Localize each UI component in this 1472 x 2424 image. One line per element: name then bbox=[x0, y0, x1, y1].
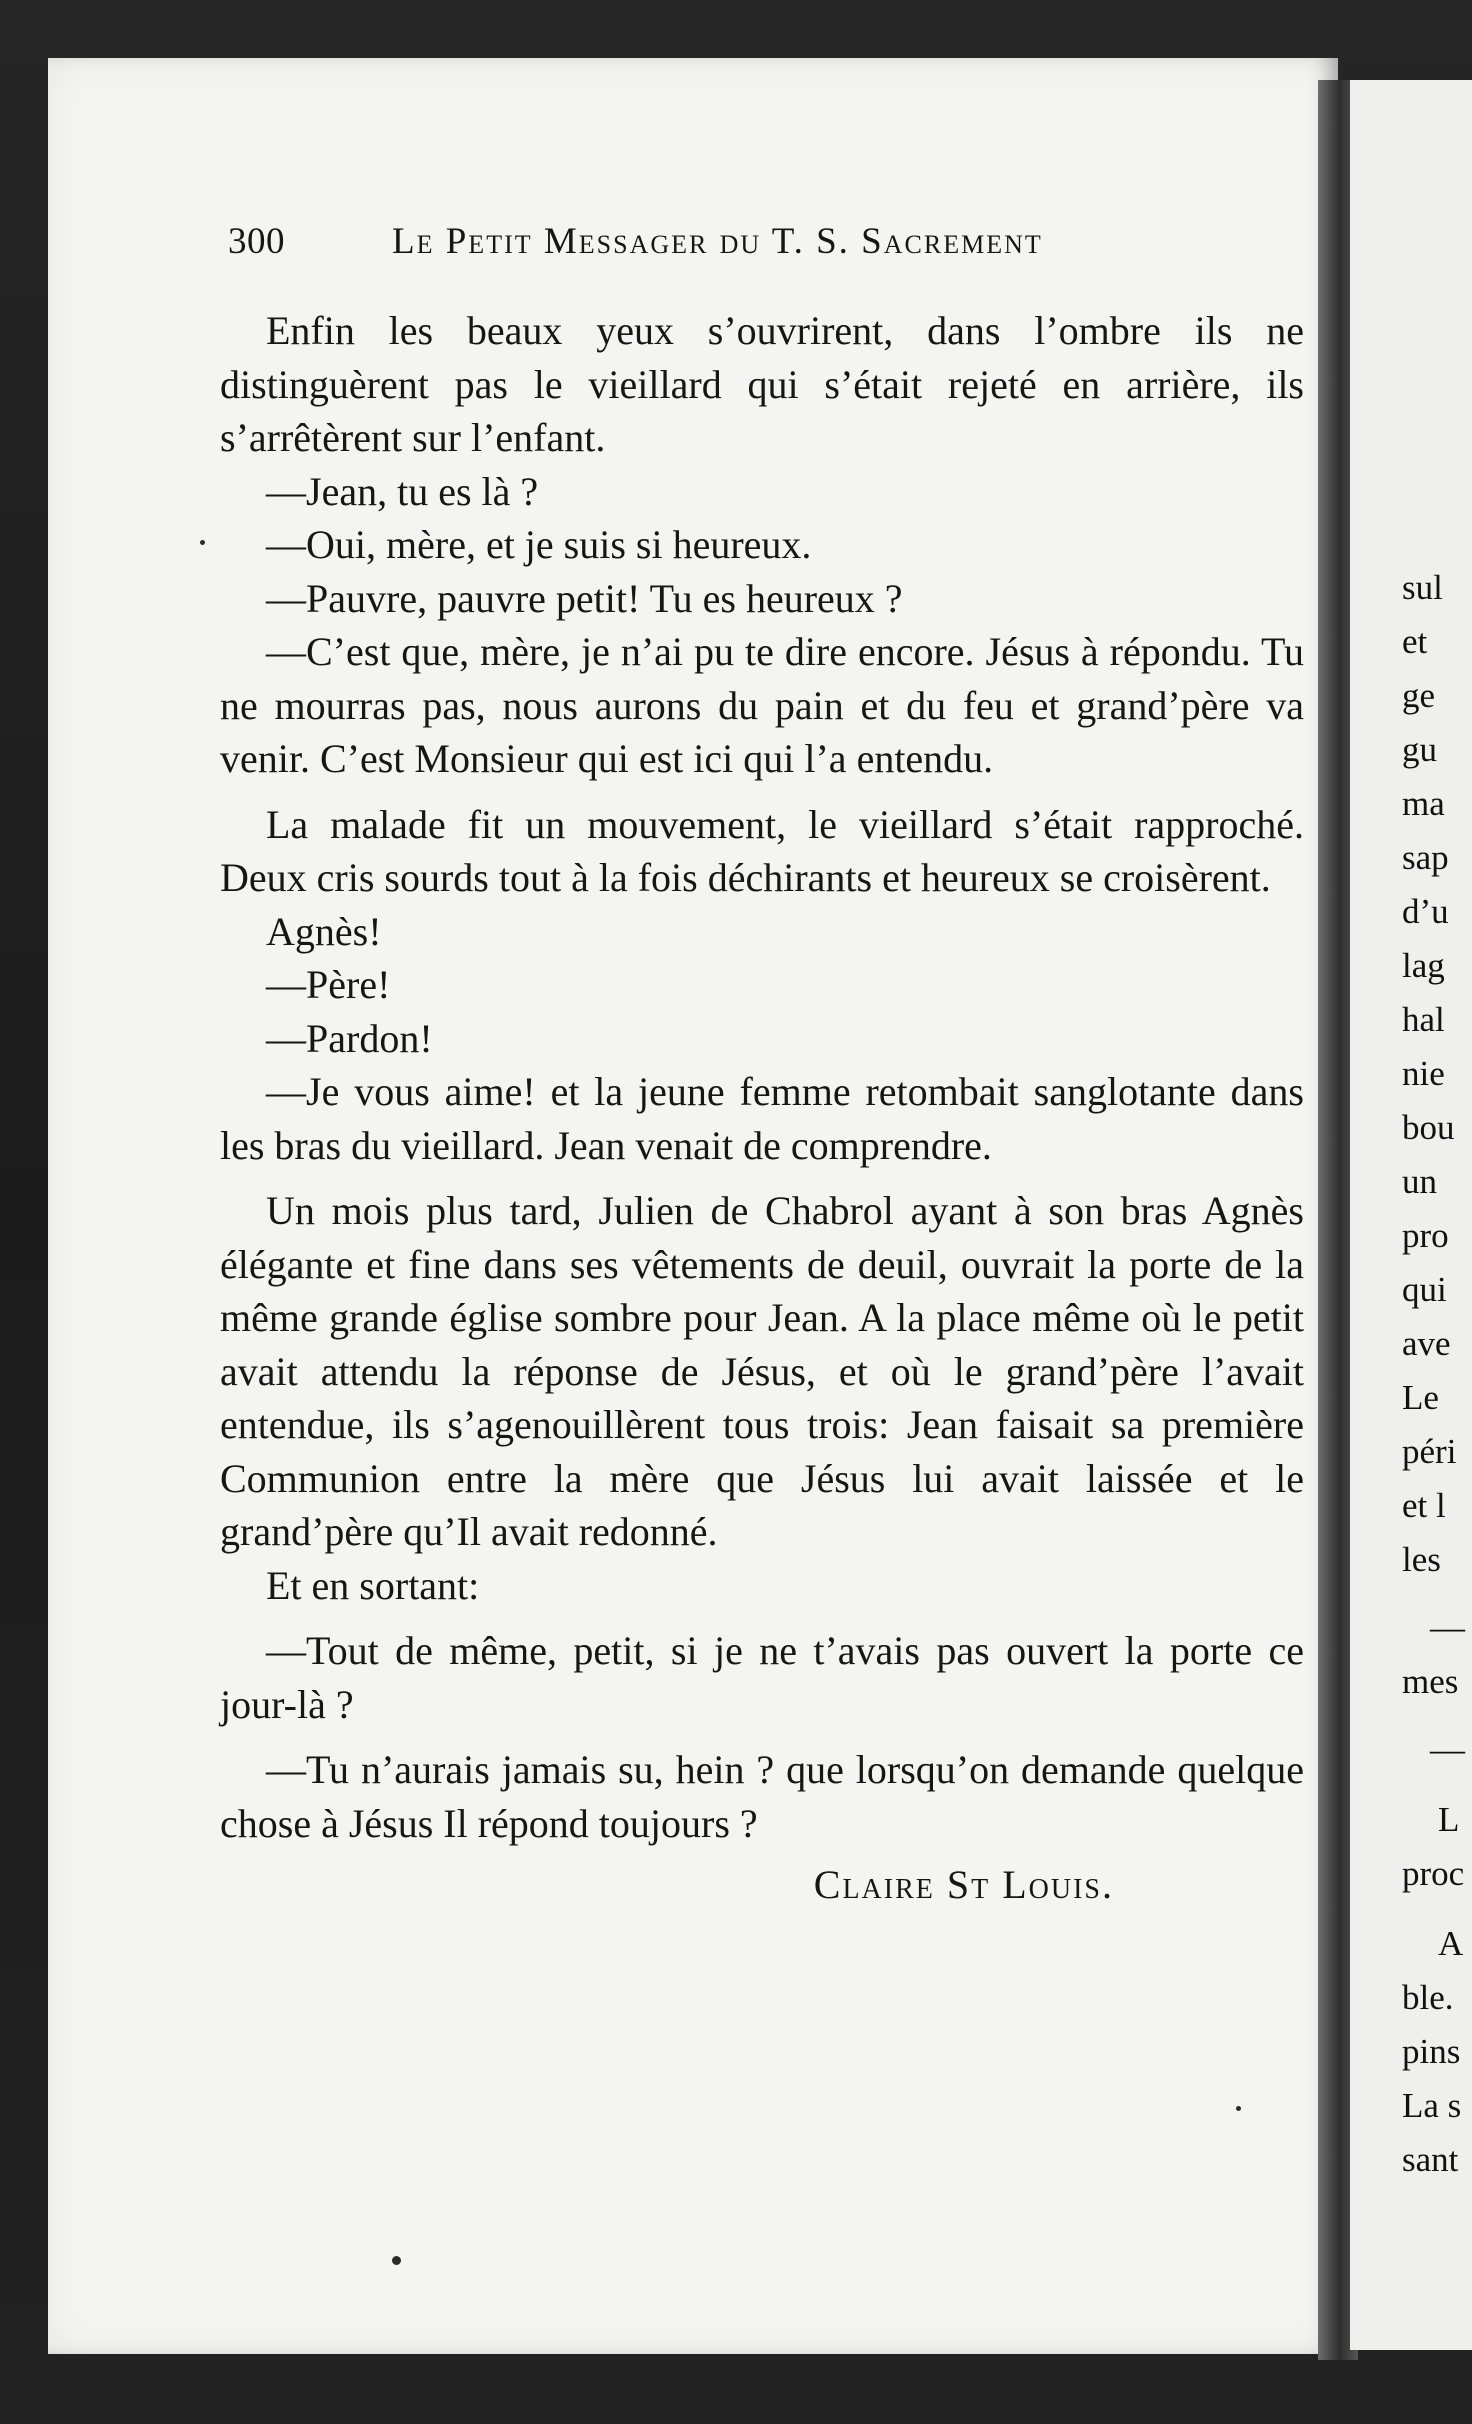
facing-fragment: d’u bbox=[1402, 892, 1449, 931]
facing-fragment: un bbox=[1402, 1162, 1437, 1201]
paragraph: —Je vous aime! et la jeune femme retombait sanglotante dans les bras du vieillard. Jean venait de comprendre. bbox=[220, 1069, 1304, 1168]
paragraph: —Père! bbox=[266, 962, 391, 1007]
facing-fragment: sul bbox=[1402, 568, 1443, 607]
author-signature: Claire St Louis. bbox=[813, 1862, 1114, 1907]
facing-fragment: ave bbox=[1402, 1324, 1451, 1363]
paragraph: —Oui, mère, et je suis si heureux. bbox=[266, 522, 812, 567]
facing-fragment: Le bbox=[1402, 1378, 1439, 1417]
facing-fragment: les bbox=[1402, 1540, 1441, 1579]
facing-fragment: ble. bbox=[1402, 1978, 1454, 2017]
facing-fragment: lag bbox=[1402, 946, 1445, 985]
facing-fragment: pins bbox=[1402, 2032, 1461, 2071]
facing-fragment: et bbox=[1402, 622, 1428, 661]
facing-fragment: péri bbox=[1402, 1432, 1457, 1471]
paragraph: —Tout de même, petit, si je ne t’avais pas ouvert la porte ce jour-là ? bbox=[220, 1628, 1304, 1727]
article-body bbox=[220, 304, 1304, 1912]
scan-speck bbox=[1236, 2106, 1241, 2111]
paragraph: —C’est que, mère, je n’ai pu te dire encore. Jésus à répondu. Tu ne mourras pas, nous aurons du pain et du feu et grand’père va venir. C’est Monsieur qui est ici qui l’a entendu. bbox=[220, 629, 1304, 781]
paragraph: Enfin les beaux yeux s’ouvrirent, dans l’ombre ils ne distinguèrent pas le vieillard qui s’était rejeté en arrière, ils s’arrêtèrent sur l’enfant. bbox=[220, 308, 1304, 460]
paragraph: Un mois plus tard, Julien de Chabrol ayant à son bras Agnès élégante et fine dans ses vêtements de deuil, ouvrait la porte de la même grande église sombre pour Jean. A la place même où le petit avait attendu la réponse de Jésus, et où le grand’père l’avait entendue, ils s’agenouillèrent tous trois: Jean faisait sa première Communion entre la mère que Jésus lui avait laissée et le grand’père qu’Il avait redonné. bbox=[220, 1188, 1304, 1554]
facing-fragment: — bbox=[1430, 1730, 1465, 1769]
paragraph: —Tu n’aurais jamais su, hein ? que lorsqu’on demande quelque chose à Jésus Il répond toujours ? bbox=[220, 1747, 1304, 1846]
facing-fragment: sap bbox=[1402, 838, 1449, 877]
facing-fragment: pro bbox=[1402, 1216, 1449, 1255]
page-number: 300 bbox=[228, 221, 285, 262]
scan-speck bbox=[200, 540, 205, 545]
facing-fragment: L bbox=[1438, 1800, 1460, 1839]
running-header bbox=[228, 220, 1308, 270]
facing-fragment: mes bbox=[1402, 1662, 1459, 1701]
paragraph: Et en sortant: bbox=[266, 1562, 480, 1608]
facing-fragment: sant bbox=[1402, 2140, 1459, 2179]
facing-fragment: ma bbox=[1402, 784, 1445, 823]
paragraph: —Pardon! bbox=[266, 1015, 433, 1061]
facing-fragment: proc bbox=[1402, 1854, 1465, 1893]
facing-fragment: bou bbox=[1402, 1108, 1455, 1147]
facing-fragment: La s bbox=[1402, 2086, 1462, 2125]
paragraph: —Pauvre, pauvre petit! Tu es heureux ? bbox=[266, 575, 903, 621]
facing-fragment: et l bbox=[1402, 1486, 1446, 1525]
paragraph: La malade fit un mouvement, le vieillard s’était rapproché. Deux cris sourds tout à la fois déchirants et heureux se croisèrent. bbox=[220, 801, 1304, 900]
scan-speck bbox=[392, 2256, 401, 2265]
facing-fragment: A bbox=[1438, 1924, 1464, 1963]
facing-fragment: ge bbox=[1402, 676, 1436, 715]
facing-fragment: gu bbox=[1402, 730, 1437, 769]
facing-fragment: — bbox=[1430, 1608, 1465, 1647]
facing-fragment: hal bbox=[1402, 1000, 1445, 1039]
facing-fragment: nie bbox=[1402, 1054, 1445, 1093]
facing-fragment: qui bbox=[1402, 1270, 1447, 1309]
running-title: Le Petit Messager du T. S. Sacrement bbox=[392, 221, 1043, 262]
book-page-right-cropped bbox=[1350, 80, 1472, 2350]
paragraph: Agnès! bbox=[266, 908, 382, 954]
paragraph: —Jean, tu es là ? bbox=[266, 468, 539, 514]
